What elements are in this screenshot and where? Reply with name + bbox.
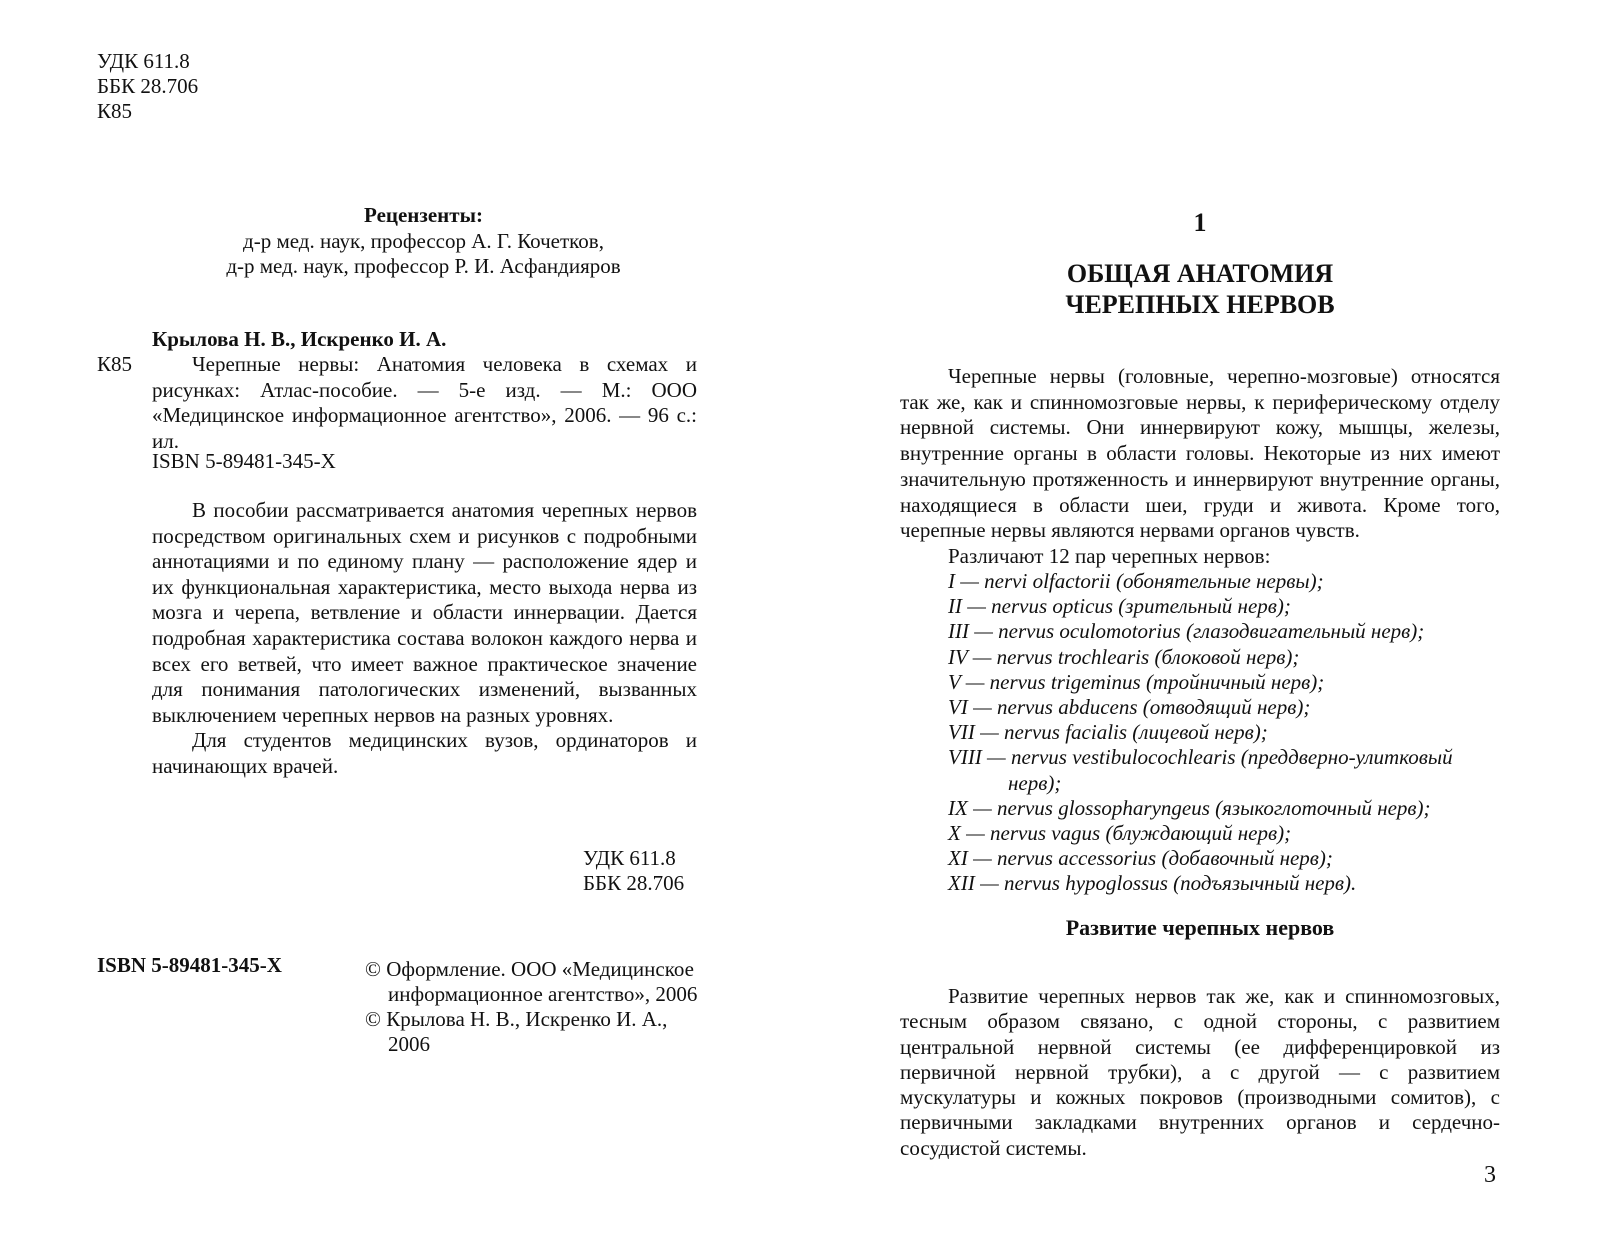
copyright-line: © Оформление. ООО «Медицинское информационное агентство», 2006: [365, 957, 698, 1006]
chapter-title-line: ОБЩАЯ АНАТОМИЯ: [1066, 259, 1334, 288]
list-item: III — nervus oculomotorius (глазодвигательный нерв);: [948, 619, 1425, 644]
list-item: X — nervus vagus (блуждающий нерв);: [948, 821, 1292, 846]
section-title: Развитие черепных нервов: [1065, 915, 1335, 940]
chapter-title: [905, 258, 1495, 320]
list-item: I — nervi olfactorii (обонятельные нервы);: [948, 569, 1324, 593]
abstract-paragraph: В пособии рассматривается анатомия черепных нервов посредством оригинальных схем и рисунков с подробными аннотациями и по единому плану — расположение ядер и их функциональная характеристика, место выхода нерва из мозга и черепа, ветвление и области иннервации. Дается подробная характеристика состава волокон каждого нерва и всех его ветвей, что имеет важное практическое значение для понимания патологических изменений, вызванных выключением черепных нервов на разных уровнях.: [152, 498, 697, 727]
authors: Крылова Н. В., Искренко И. А.: [152, 327, 447, 351]
bbk-code: ББК 28.706: [97, 74, 199, 98]
reviewer-line: д-р мед. наук, профессор А. Г. Кочетков,: [243, 228, 604, 253]
reviewers-title: Рецензенты:: [364, 203, 483, 227]
bibliographic-description: [152, 352, 697, 454]
classification-codes-top: [97, 49, 198, 124]
copyright-block: [365, 957, 698, 1057]
list-item: IV — nervus trochlearis (блоковой нерв);: [948, 644, 1300, 669]
intro-text: [900, 364, 1500, 570]
list-item: IX — nervus glossopharyngeus (языкоглоточный нерв);: [948, 795, 1431, 820]
reviewer-line: д-р мед. наук, профессор Р. И. Асфандияров: [226, 254, 621, 279]
list-item: VI — nervus abducens (отводящий нерв);: [948, 695, 1311, 720]
udk-code: УДК 611.8: [97, 49, 190, 73]
bibliographic-text: Черепные нервы: Анатомия человека в схемах и рисунках: Атлас-пособие. — 5-е изд. — М.: ООО «Медицинское информационное агентство», 2006. — 96 с.: ил.: [152, 352, 697, 453]
isbn-bold: ISBN 5-89481-345-X: [97, 953, 282, 977]
page-number: 3: [1484, 1162, 1496, 1188]
chapter-title-line: ЧЕРЕПНЫХ НЕРВОВ: [1065, 290, 1335, 319]
copyright-line: © Крылова Н. В., Искренко И. А., 2006: [365, 1007, 668, 1056]
development-text: [900, 984, 1500, 1161]
reviewers-block: [152, 203, 695, 280]
udk-code: УДК 611.8: [583, 846, 676, 870]
list-item: II — nervus opticus (зрительный нерв);: [948, 594, 1291, 619]
list-item: XI — nervus accessorius (добавочный нерв);: [948, 846, 1333, 871]
classification-codes-bottom: [583, 846, 684, 896]
list-item: VII — nervus facialis (лицевой нерв);: [948, 720, 1268, 745]
abstract-paragraph: Для студентов медицинских вузов, ординаторов и начинающих врачей.: [152, 728, 697, 778]
intro-paragraph: Черепные нервы (головные, черепно-мозговые) относятся так же, как и спинномозговые нервы, к периферическому отделу нервной системы. Они иннервируют кожу, мышцы, железы, внутренние органы в области головы. Некоторые из них имеют значительную протяженность и иннервируют внутренние органы, находящиеся в области шеи, груди и живота. Кроме того, черепные нервы являются нервами органов чувств.: [900, 364, 1500, 543]
chapter-number: 1: [1193, 208, 1207, 237]
bbk-code: ББК 28.706: [583, 871, 685, 895]
abstract: [152, 498, 697, 780]
development-paragraph: Развитие черепных нервов так же, как и спинномозговых, тесным образом связано, с одной стороны, с развитием центральной нервной системы (ее дифференцировкой из первичной нервной трубки), а с другой — с развитием мускулатуры и кожных покровов (производными сомитов), с первичными закладками внутренних органов и сердечно-сосудистой системы.: [900, 984, 1500, 1160]
isbn: ISBN 5-89481-345-X: [152, 449, 336, 473]
intro-paragraph: Различают 12 пар черепных нервов:: [948, 543, 1271, 568]
list-item: XII — nervus hypoglossus (подъязычный нерв).: [948, 871, 1357, 896]
cranial-nerves-list: [948, 569, 1500, 897]
author-mark: К85: [97, 99, 133, 123]
list-item: V — nervus trigeminus (тройничный нерв);: [948, 669, 1325, 694]
list-item: VIII — nervus vestibulocochlearis (преддверно-улитковый нерв);: [948, 745, 1453, 795]
author-mark-margin: К85: [97, 352, 133, 376]
